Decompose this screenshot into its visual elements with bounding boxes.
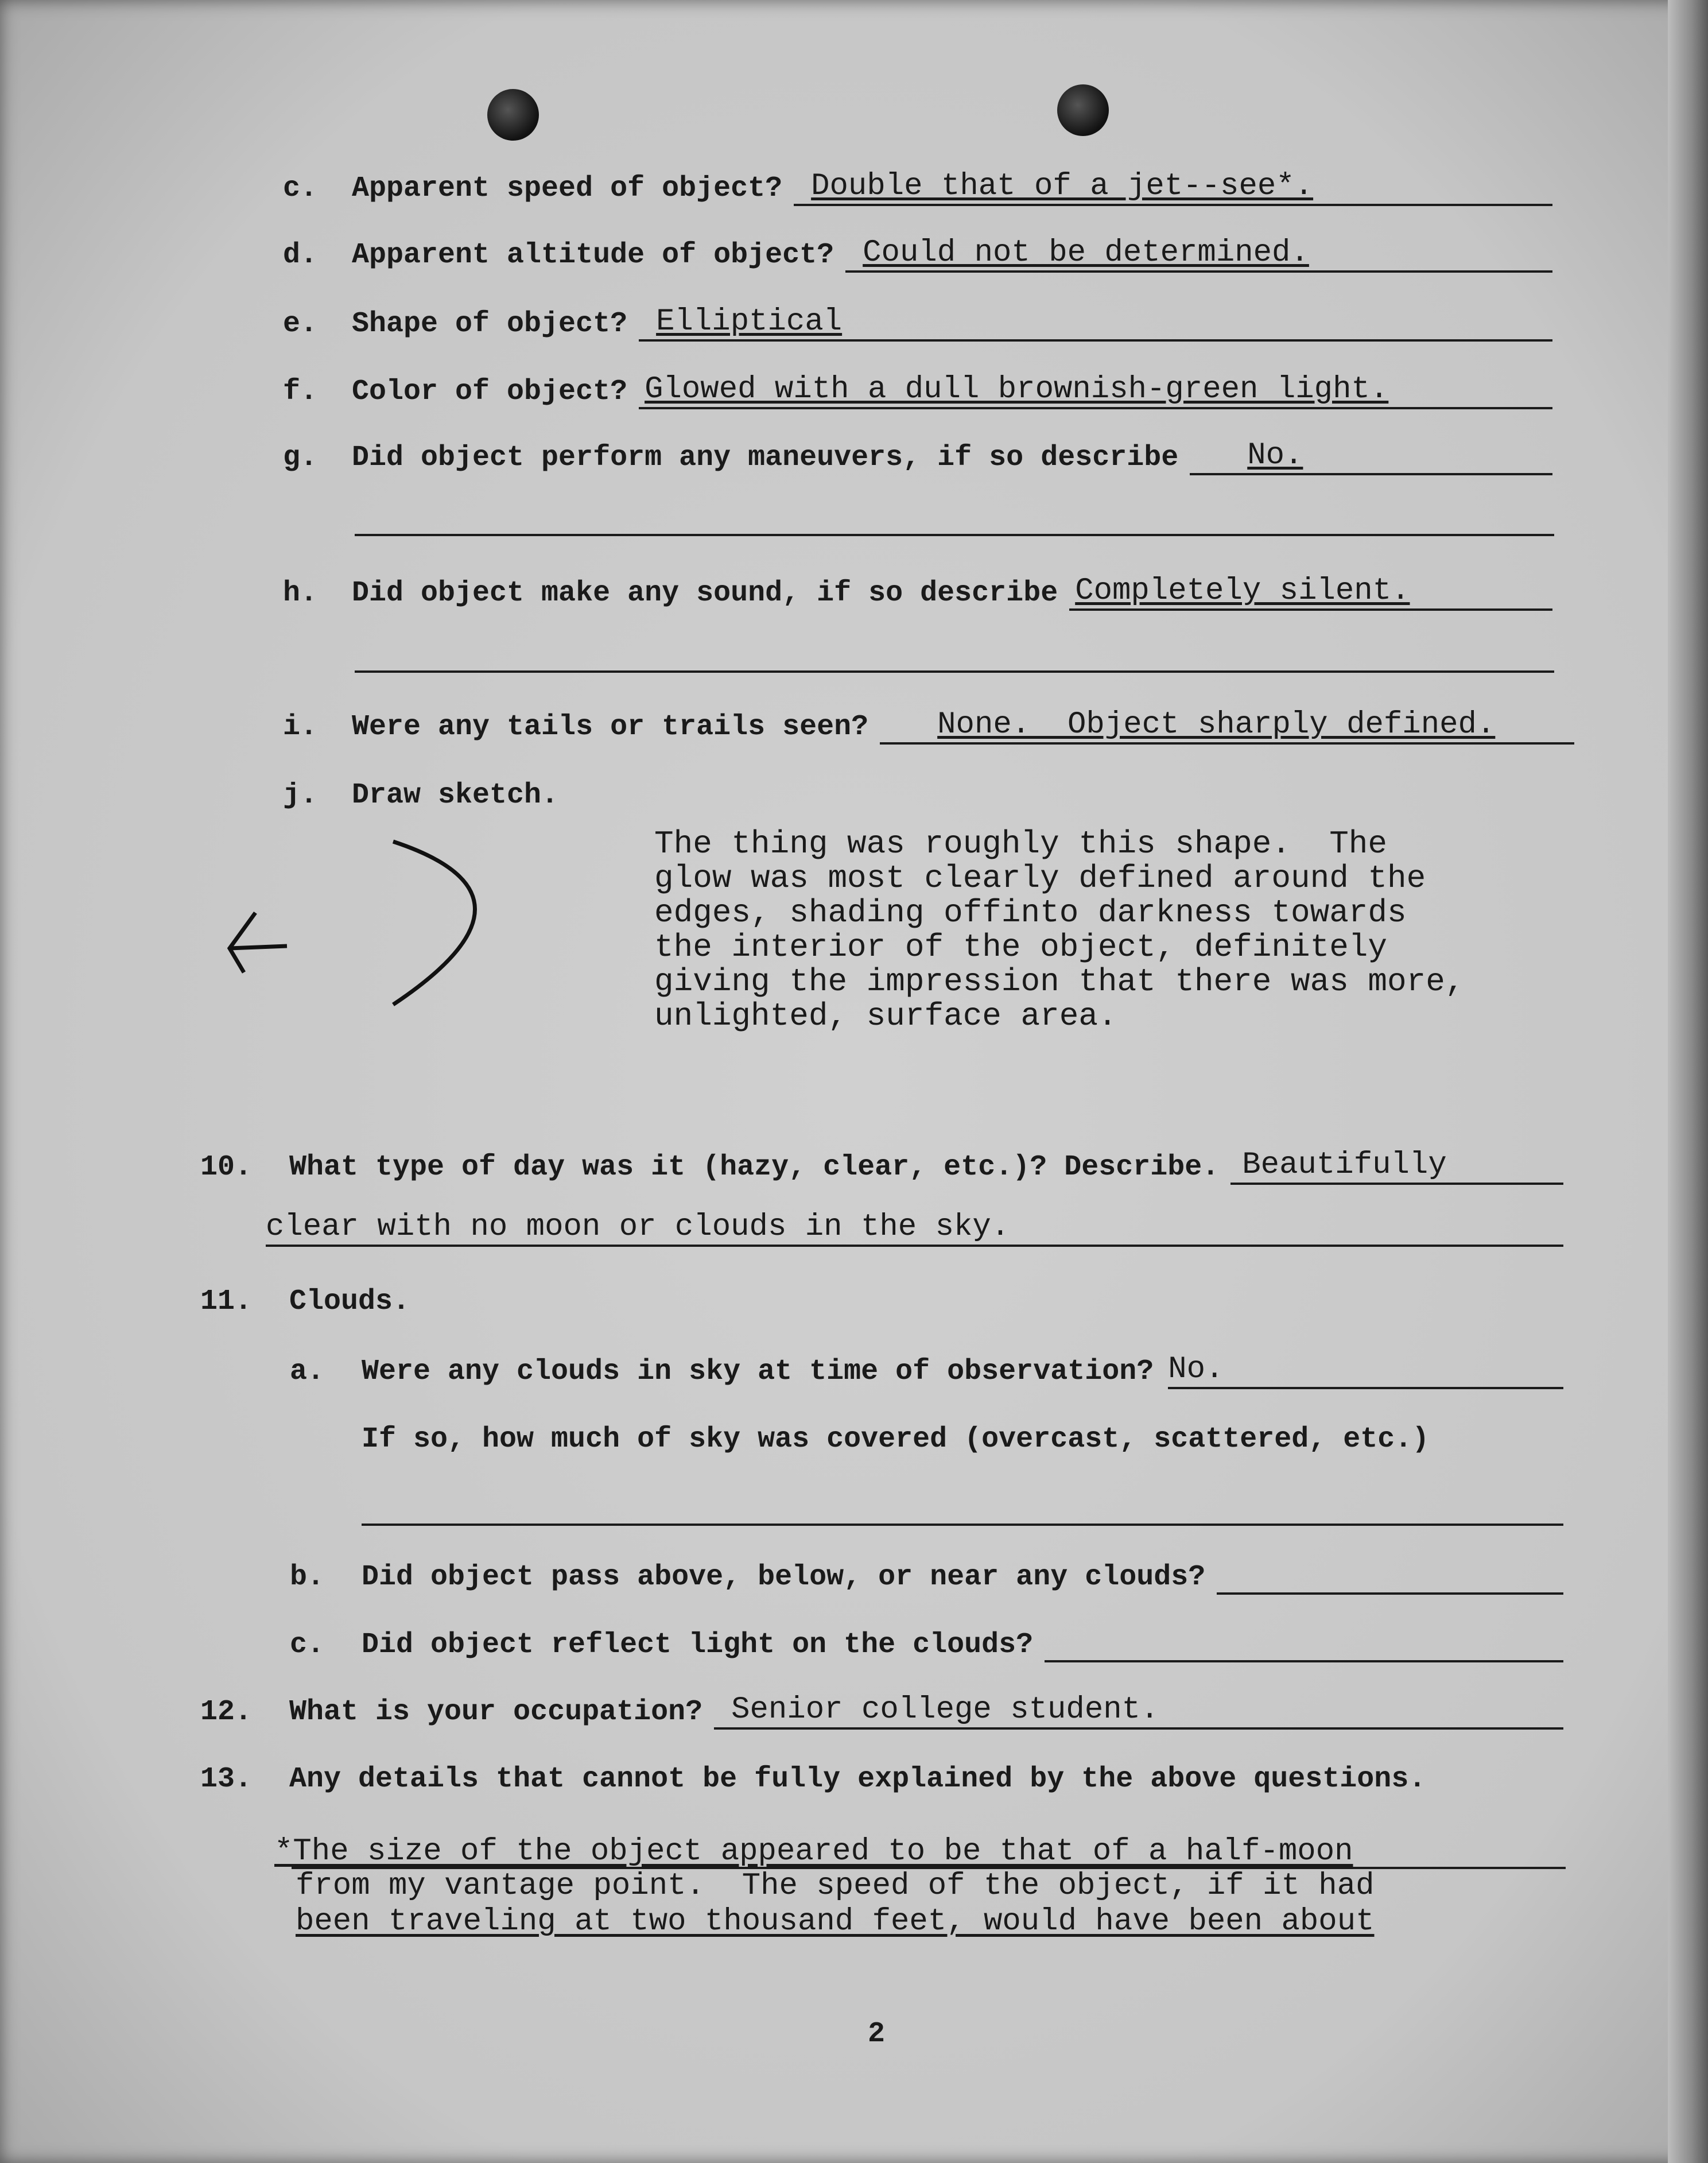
question: Did object make any sound, if so describe — [352, 577, 1058, 610]
item-h — [283, 574, 1552, 611]
item-label: f. — [283, 375, 318, 408]
question-11a — [290, 1352, 1563, 1389]
answer-field: Double that of a jet--see*. — [794, 169, 1552, 206]
item-d — [283, 236, 1552, 273]
item-i — [283, 708, 1574, 745]
crescent-shape — [393, 842, 475, 1005]
answer-field: Could not be determined. — [845, 236, 1552, 273]
item-label: j. — [283, 779, 318, 812]
item-label: c. — [290, 1629, 325, 1661]
question-11a-sub — [362, 1422, 1429, 1457]
answer-field: No. — [1168, 1352, 1563, 1389]
sketch-description: The thing was roughly this shape. The glow was most clearly defined around the edges, shading offinto darkness towards the interior of the object, definitely giving the impression that there was more, unlighted, surface area. — [654, 825, 1465, 1034]
object-sketch — [212, 827, 511, 1022]
question-number: 10. — [200, 1151, 253, 1184]
question-11b — [290, 1558, 1563, 1595]
answer-field: None. Object sharply defined. — [880, 708, 1574, 745]
item-e — [283, 305, 1552, 342]
question: Color of object? — [352, 375, 628, 408]
answer-field: Glowed with a dull brownish-green light. — [639, 373, 1552, 409]
item-label: d. — [283, 239, 318, 272]
answer-field: No. — [1190, 439, 1552, 475]
item-label: i. — [283, 711, 318, 743]
question: Shape of object? — [352, 308, 628, 340]
question-number: 11. — [200, 1285, 253, 1318]
question-number: 13. — [200, 1763, 253, 1796]
question-number: 12. — [200, 1696, 253, 1728]
question-11 — [200, 1285, 410, 1319]
question: Did object reflect light on the clouds? — [362, 1629, 1034, 1661]
question-10 — [200, 1148, 1563, 1185]
item-label: h. — [283, 577, 318, 610]
item-f — [283, 373, 1552, 409]
question: Did object pass above, below, or near any clouds? — [362, 1561, 1206, 1594]
answer-field: Completely silent. — [1069, 574, 1552, 611]
question-13 — [200, 1762, 1426, 1797]
question: What is your occupation? — [289, 1696, 703, 1728]
question: Any details that cannot be fully explained by the above questions. — [289, 1763, 1426, 1796]
question: Were any clouds in sky at time of observation? — [362, 1355, 1154, 1388]
answer-field: clear with no moon or clouds in the sky. — [266, 1210, 1563, 1247]
page-number: 2 — [868, 2018, 886, 2050]
answer-field: Elliptical — [639, 305, 1552, 342]
item-label: e. — [283, 308, 318, 340]
question: Were any tails or trails seen? — [352, 711, 869, 743]
detail-line: from my vantage point. The speed of the object, if it had — [296, 1869, 1375, 1904]
answer-field: Senior college student. — [714, 1693, 1563, 1730]
question-11c — [290, 1626, 1563, 1662]
page-edge — [1668, 0, 1708, 2163]
question: Clouds. — [289, 1285, 410, 1318]
punch-hole — [487, 89, 539, 141]
answer-line — [362, 1524, 1563, 1526]
detail-line: been traveling at two thousand feet, would have been about — [296, 1904, 1375, 1939]
question: Apparent speed of object? — [352, 172, 783, 205]
answer-field: Beautifully — [1230, 1148, 1563, 1185]
item-label: b. — [290, 1561, 325, 1594]
answer-field — [1217, 1558, 1563, 1595]
answer-field — [1045, 1626, 1563, 1662]
item-j — [283, 778, 558, 813]
answer-line — [355, 670, 1554, 673]
question-10-continued — [266, 1210, 1563, 1247]
question: Draw sketch. — [352, 779, 559, 812]
item-label: g. — [283, 441, 318, 474]
item-label: a. — [290, 1355, 325, 1388]
question: What type of day was it (hazy, clear, etc.)? Describe. — [289, 1151, 1220, 1184]
question: If so, how much of sky was covered (overcast, scattered, etc.) — [362, 1423, 1430, 1456]
question-12 — [200, 1693, 1563, 1730]
item-c — [283, 169, 1552, 206]
item-label: c. — [283, 172, 318, 205]
arrow-left-icon — [230, 913, 287, 972]
answer-line — [355, 534, 1554, 536]
item-g — [283, 439, 1552, 475]
detail-line: *The size of the object appeared to be that of a half-moon — [274, 1834, 1353, 1869]
question: Apparent altitude of object? — [352, 239, 834, 272]
punch-hole — [1057, 84, 1109, 136]
question: Did object perform any maneuvers, if so describe — [352, 441, 1179, 474]
